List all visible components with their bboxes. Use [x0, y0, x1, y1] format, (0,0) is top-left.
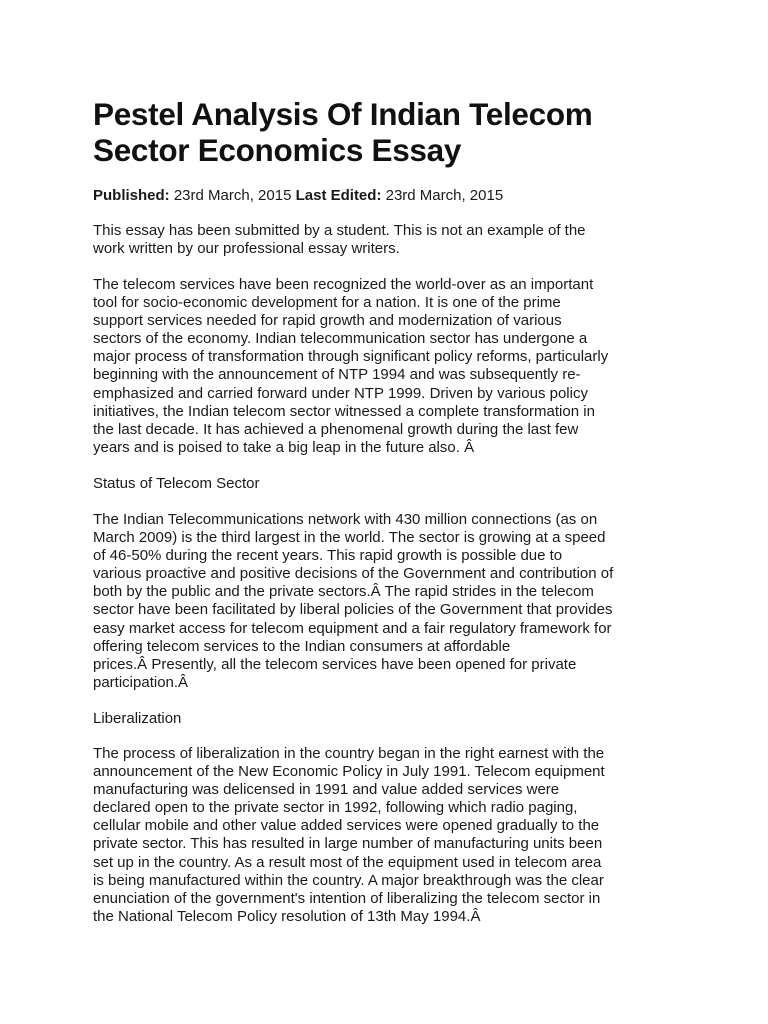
text-line: March 2009) is the third largest in the world. The sector is growing at a speed [93, 529, 606, 547]
text-line: initiatives, the Indian telecom sector witnessed a complete transformation in [93, 402, 595, 420]
text-line: The Indian Telecommunications network with 430 million connections (as on [93, 511, 598, 528]
text-line: The telecom services have been recognized the world-over as an important [93, 276, 594, 293]
text-line: the National Telecom Policy resolution of 13th May 1994.Â [93, 907, 481, 925]
title-line: Sector Economics Essay [93, 132, 462, 168]
text-line: major process of transformation through significant policy reforms, particularly [93, 348, 609, 366]
text-line: support services needed for rapid growth and modernization of various [93, 312, 562, 330]
text-line: emphasized and carried forward under NTP 1999. Driven by various policy [93, 384, 588, 402]
text-line: participation.Â [93, 673, 189, 691]
page-title [93, 96, 693, 168]
text-line: enunciation of the government's intention of liberalizing the telecom sector in [93, 889, 601, 907]
text-line: prices.Â Presently, all the telecom services have been opened for private [93, 655, 577, 673]
text-line: sector have been facilitated by liberal policies of the Government that provides [93, 601, 613, 619]
intro-paragraph [93, 276, 608, 457]
text-line: announcement of the New Economic Policy in July 1991. Telecom equipment [93, 763, 605, 781]
text-line: tool for socio-economic development for a nation. It is one of the prime [93, 294, 561, 312]
text-line: various proactive and positive decisions of the Government and contribution of [93, 565, 614, 583]
text-line: private sector. This has resulted in large number of manufacturing units been [93, 835, 603, 853]
published-date: 23rd March, 2015 [173, 187, 292, 204]
text-line: years and is poised to take a big leap in the future also. Â [93, 438, 475, 456]
text-line: declared open to the private sector in 1992, following which radio paging, [93, 799, 578, 817]
last-edited-label: Last Edited: [295, 187, 382, 204]
text-line: the last decade. It has achieved a phenomenal growth during the last few [93, 420, 579, 438]
text-line: cellular mobile and other value added services were opened gradually to the [93, 817, 600, 835]
text-line: manufacturing was delicensed in 1991 and value added services were [93, 781, 560, 799]
published-label: Published: [93, 187, 170, 204]
text-line: This essay has been submitted by a student. This is not an example of the [93, 222, 586, 239]
text-line: sectors of the economy. Indian telecommunication sector has undergone a [93, 330, 588, 348]
text-line: offering telecom services to the Indian consumers at affordable [93, 637, 511, 655]
text-line: work written by our professional essay writers. [93, 240, 400, 258]
text-line: The process of liberalization in the country began in the right earnest with the [93, 745, 605, 762]
section-heading-status: Status of Telecom Sector [93, 475, 260, 492]
liberalization-paragraph [93, 745, 605, 926]
publication-meta [93, 187, 693, 205]
text-line: both by the public and the private sectors.Â The rapid strides in the telecom [93, 583, 594, 601]
text-line: is being manufactured within the country. A major breakthrough was the clear [93, 871, 604, 889]
text-line: of 46-50% during the recent years. This rapid growth is possible due to [93, 547, 563, 565]
status-paragraph [93, 511, 613, 692]
text-line: beginning with the announcement of NTP 1994 and was subsequently re- [93, 366, 581, 384]
last-edited-date: 23rd March, 2015 [385, 187, 504, 204]
section-heading-liberalization: Liberalization [93, 710, 182, 727]
text-line: set up in the country. As a result most of the equipment used in telecom area [93, 853, 602, 871]
text-line: easy market access for telecom equipment and a fair regulatory framework for [93, 619, 612, 637]
disclaimer-paragraph [93, 222, 586, 258]
title-line: Pestel Analysis Of Indian Telecom [93, 96, 593, 132]
